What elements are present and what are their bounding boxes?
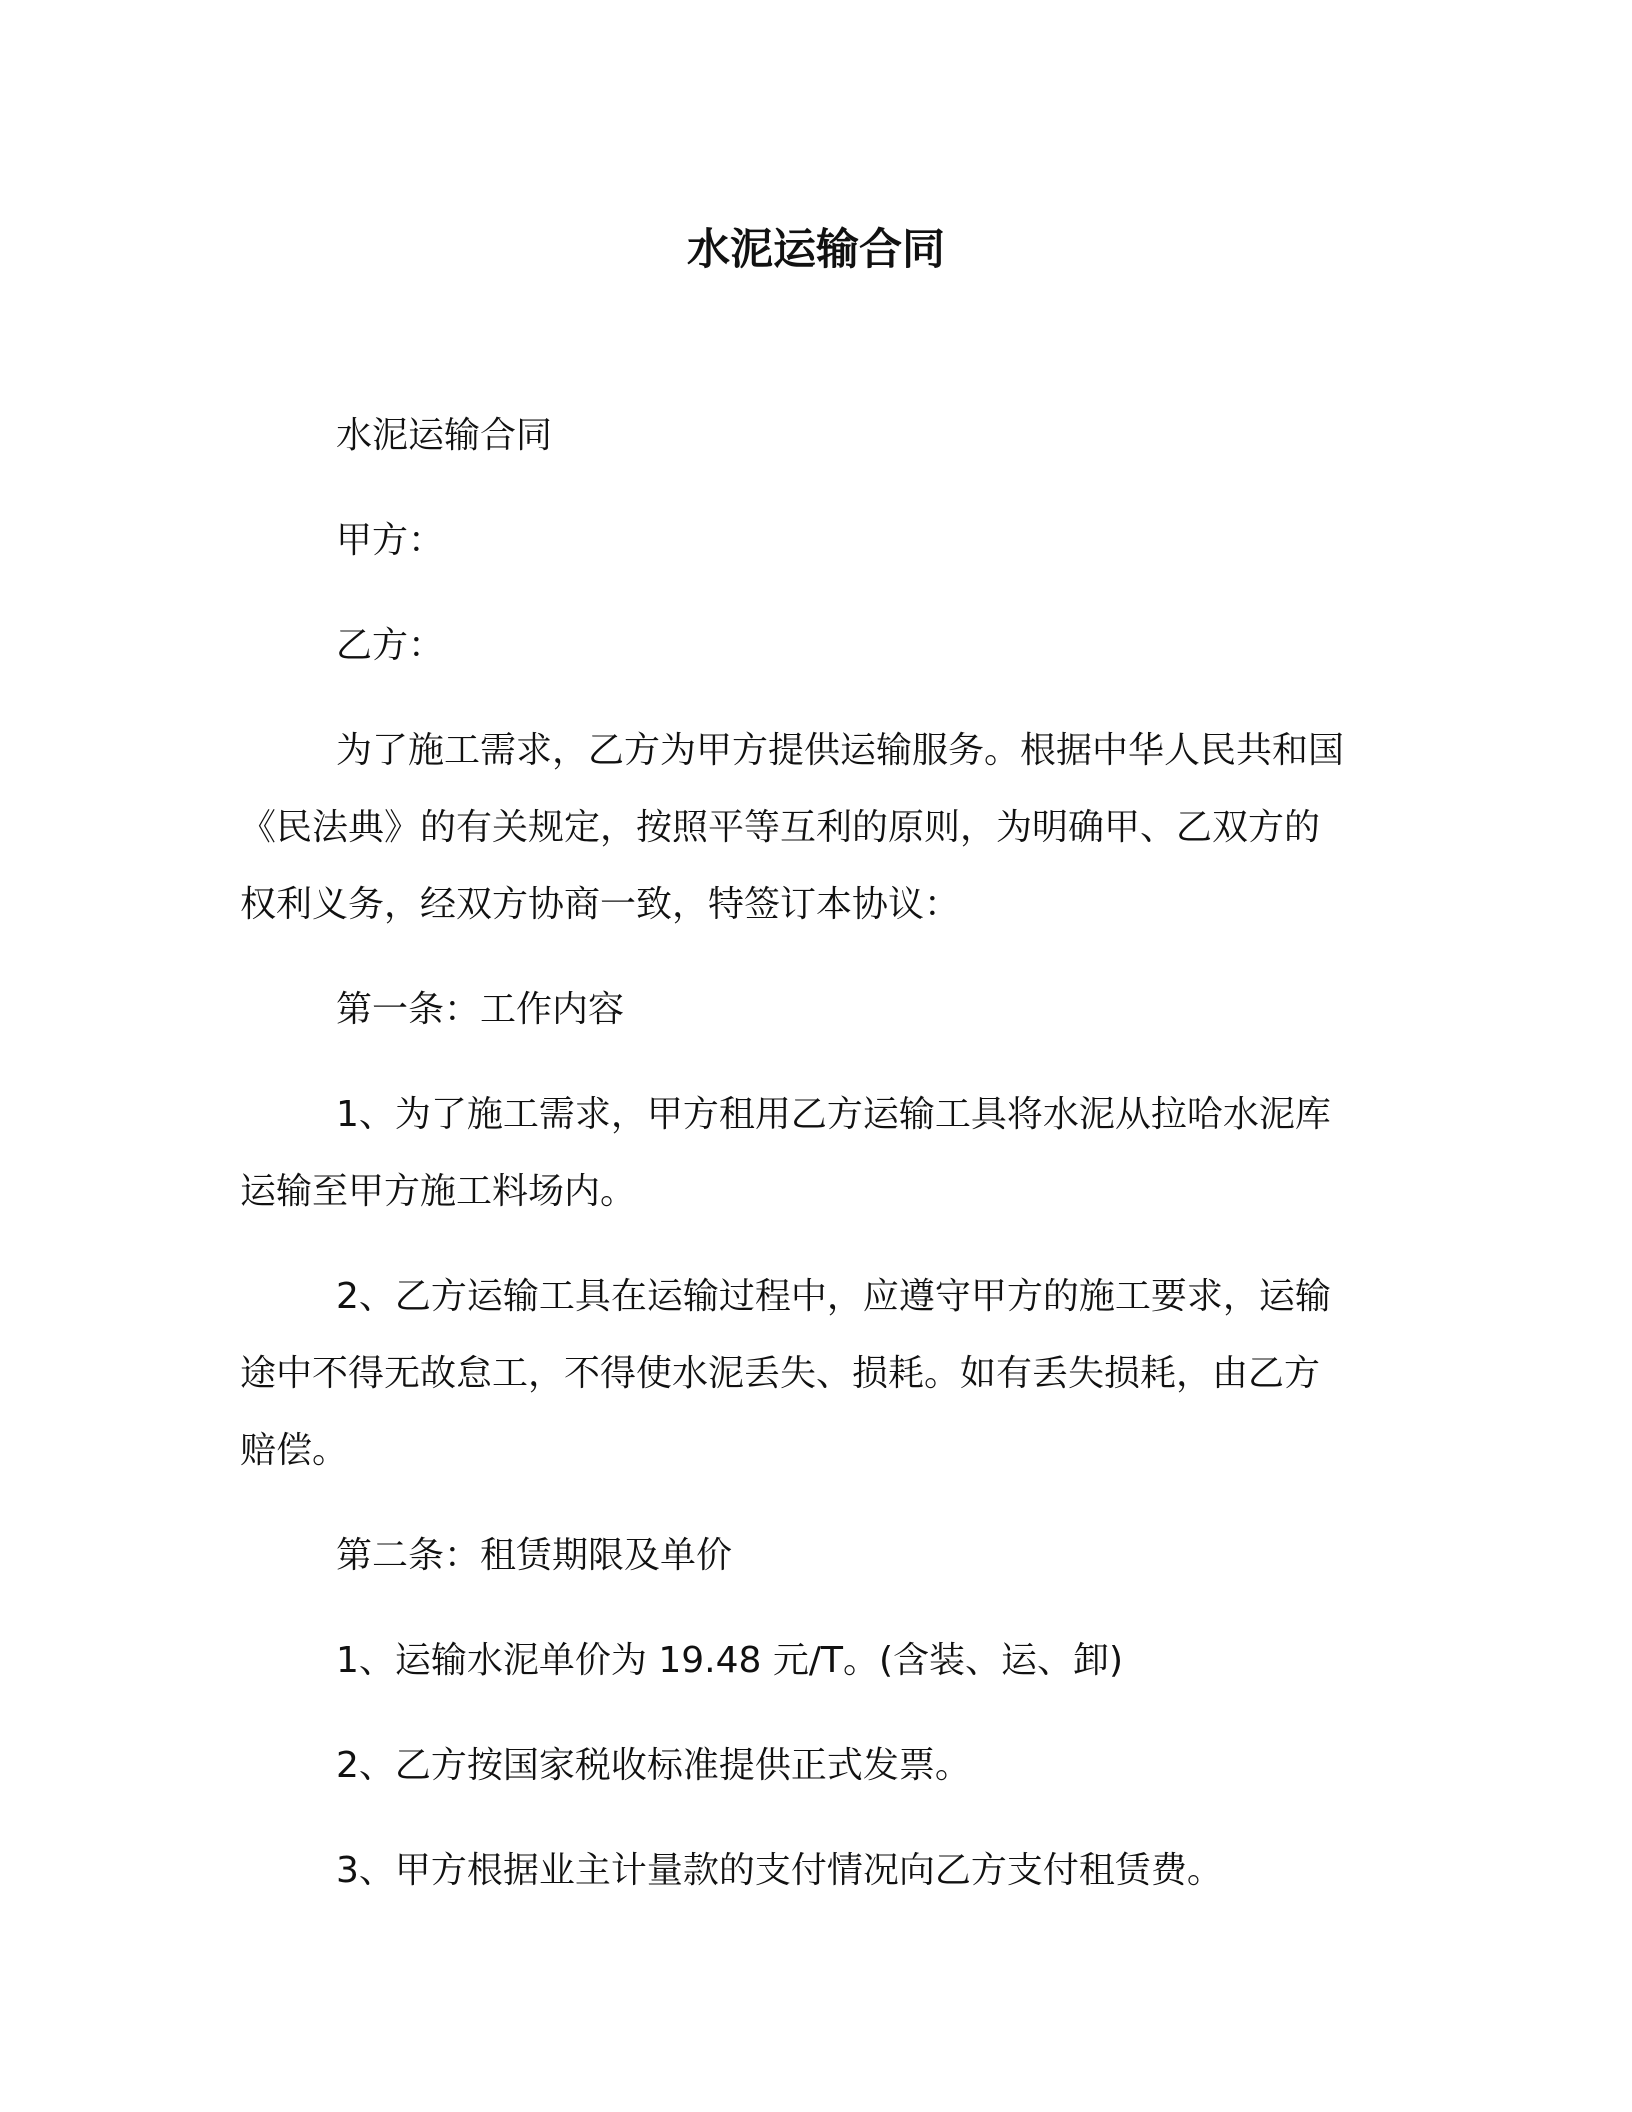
text-line: 运输至甲方施工料场内。	[240, 1171, 637, 1212]
paragraph-party-b	[240, 607, 1390, 684]
text-line: 赔偿。	[240, 1430, 349, 1471]
article-1-item-1	[240, 1076, 1390, 1230]
text-line: 途中不得无故怠工，不得使水泥丢失、损耗。如有丢失损耗，由乙方	[240, 1353, 1321, 1394]
article-2-heading	[240, 1517, 1390, 1594]
text-line: 第一条：工作内容	[336, 989, 625, 1030]
article-2-item-2	[240, 1727, 1390, 1804]
text-line: 第二条：租赁期限及单价	[336, 1535, 733, 1576]
article-1-item-2	[240, 1258, 1390, 1489]
text-line: 1、运输水泥单价为 19.48 元/T。(含装、运、卸)	[336, 1640, 1124, 1681]
article-1-heading	[240, 971, 1390, 1048]
text-line: 1、为了施工需求，甲方租用乙方运输工具将水泥从拉哈水泥库	[336, 1094, 1331, 1135]
text-line: 2、乙方按国家税收标准提供正式发票。	[336, 1745, 971, 1786]
text-line: 权利义务，经双方协商一致，特签订本协议：	[240, 884, 961, 925]
paragraph-contract-name	[240, 397, 1390, 474]
article-2-item-1	[240, 1622, 1390, 1699]
paragraph-preamble	[240, 712, 1390, 943]
paragraph-party-a	[240, 502, 1390, 579]
text-line: 水泥运输合同	[336, 415, 553, 456]
text-line: 乙方：	[336, 625, 445, 666]
text-line: 为了施工需求，乙方为甲方提供运输服务。根据中华人民共和国	[336, 730, 1345, 771]
text-line: 《民法典》的有关规定，按照平等互利的原则，为明确甲、乙双方的	[240, 807, 1321, 848]
text-line: 甲方：	[336, 520, 445, 561]
document-title: 水泥运输合同	[687, 225, 945, 275]
article-2-item-3	[240, 1832, 1390, 1909]
text-line: 2、乙方运输工具在运输过程中，应遵守甲方的施工要求，运输	[336, 1276, 1331, 1317]
text-line: 3、甲方根据业主计量款的支付情况向乙方支付租赁费。	[336, 1850, 1223, 1891]
document-body	[240, 397, 1390, 1909]
